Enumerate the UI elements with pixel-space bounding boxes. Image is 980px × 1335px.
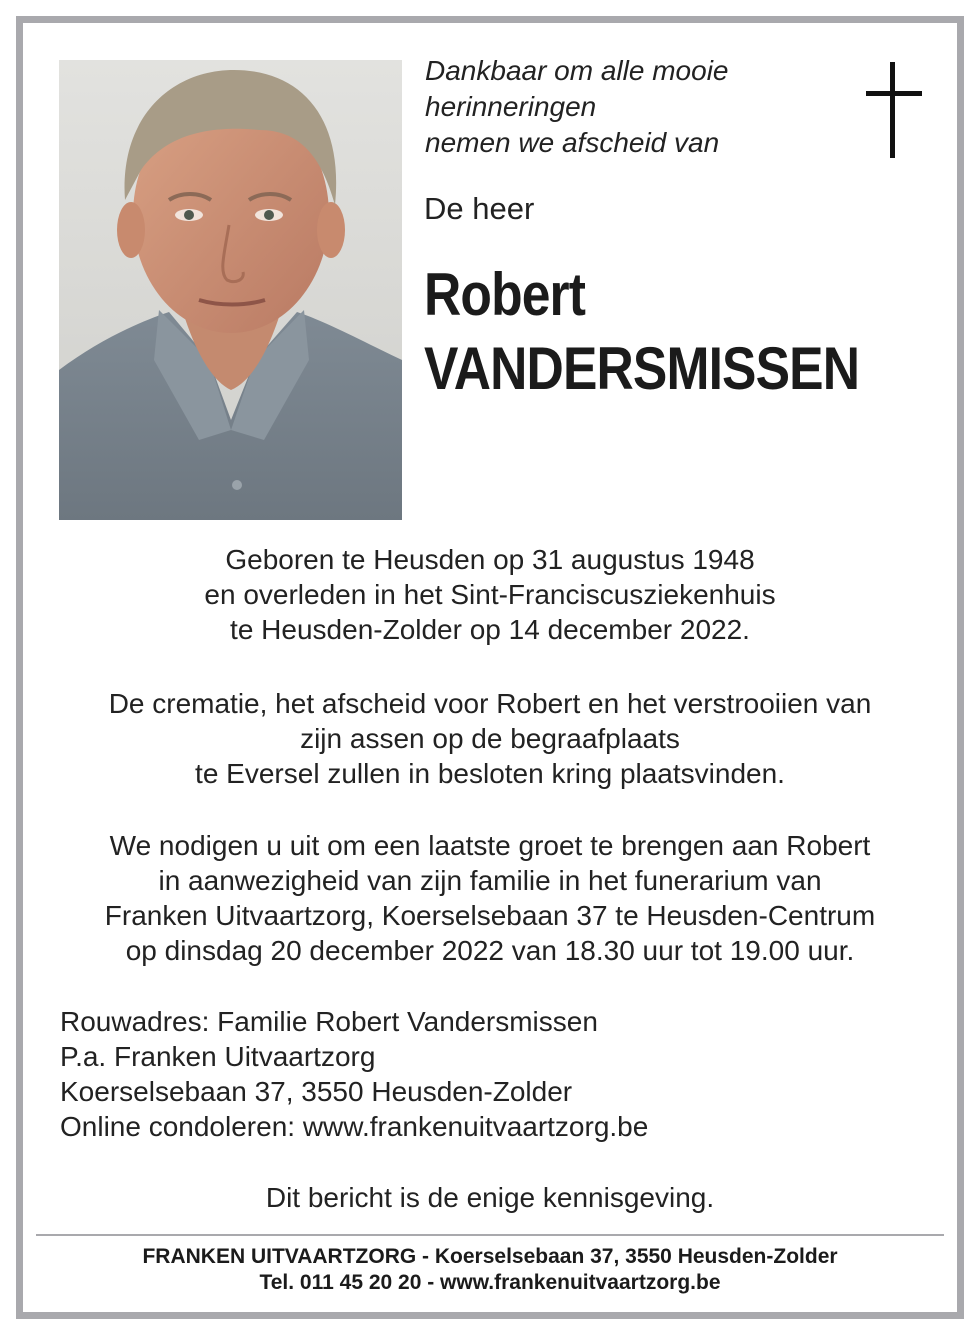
deceased-name [424,258,859,406]
paragraph-line: te Eversel zullen in besloten kring plaatsvinden. [195,758,785,789]
funeral-home-footer [40,1244,940,1296]
paragraph-line: Franken Uitvaartzorg, Koerselsebaan 37 te Heusden-Centrum [104,900,876,931]
visitation-paragraph [40,828,940,968]
intro-line: Dankbaar om alle mooie [425,55,729,86]
only-notice: Dit bericht is de enige kennisgeving. [265,1182,715,1213]
portrait-photo [59,60,402,520]
cross-icon [866,62,922,158]
birth-death-paragraph [40,542,940,647]
footer-line: FRANKEN UITVAARTZORG - Koerselsebaan 37, 3550 Heusden-Zolder [142,1245,838,1268]
address-line: Online condoleren: www.frankenuitvaartzorg.be [60,1111,649,1142]
honorific: De heer [424,191,535,226]
mourning-address [60,1004,940,1144]
last-name: VANDERSMISSEN [424,335,860,402]
paragraph-line: zijn assen op de begraafplaats [300,723,680,754]
paragraph-line: te Heusden-Zolder op 14 december 2022. [230,614,750,645]
ceremony-paragraph [40,686,940,791]
footer-line: Tel. 011 45 20 20 - www.frankenuitvaartzorg.be [259,1271,721,1294]
address-line: Rouwadres: Familie Robert Vandersmissen [60,1006,598,1037]
paragraph-line: op dinsdag 20 december 2022 van 18.30 uur tot 19.00 uur. [125,935,855,966]
intro-text [425,53,825,161]
divider [36,1234,944,1236]
intro-line: nemen we afscheid van [425,127,720,158]
address-line: P.a. Franken Uitvaartzorg [60,1041,376,1072]
paragraph-line: in aanwezigheid van zijn familie in het funerarium van [158,865,822,896]
intro-line: herinneringen [425,91,597,122]
paragraph-line: en overleden in het Sint-Franciscusziekenhuis [204,579,776,610]
paragraph-line: We nodigen u uit om een laatste groet te brengen aan Robert [109,830,871,861]
paragraph-line: Geboren te Heusden op 31 augustus 1948 [225,544,755,575]
first-name: Robert [424,261,586,328]
paragraph-line: De crematie, het afscheid voor Robert en het verstrooiien van [108,688,872,719]
address-line: Koerselsebaan 37, 3550 Heusden-Zolder [60,1076,573,1107]
